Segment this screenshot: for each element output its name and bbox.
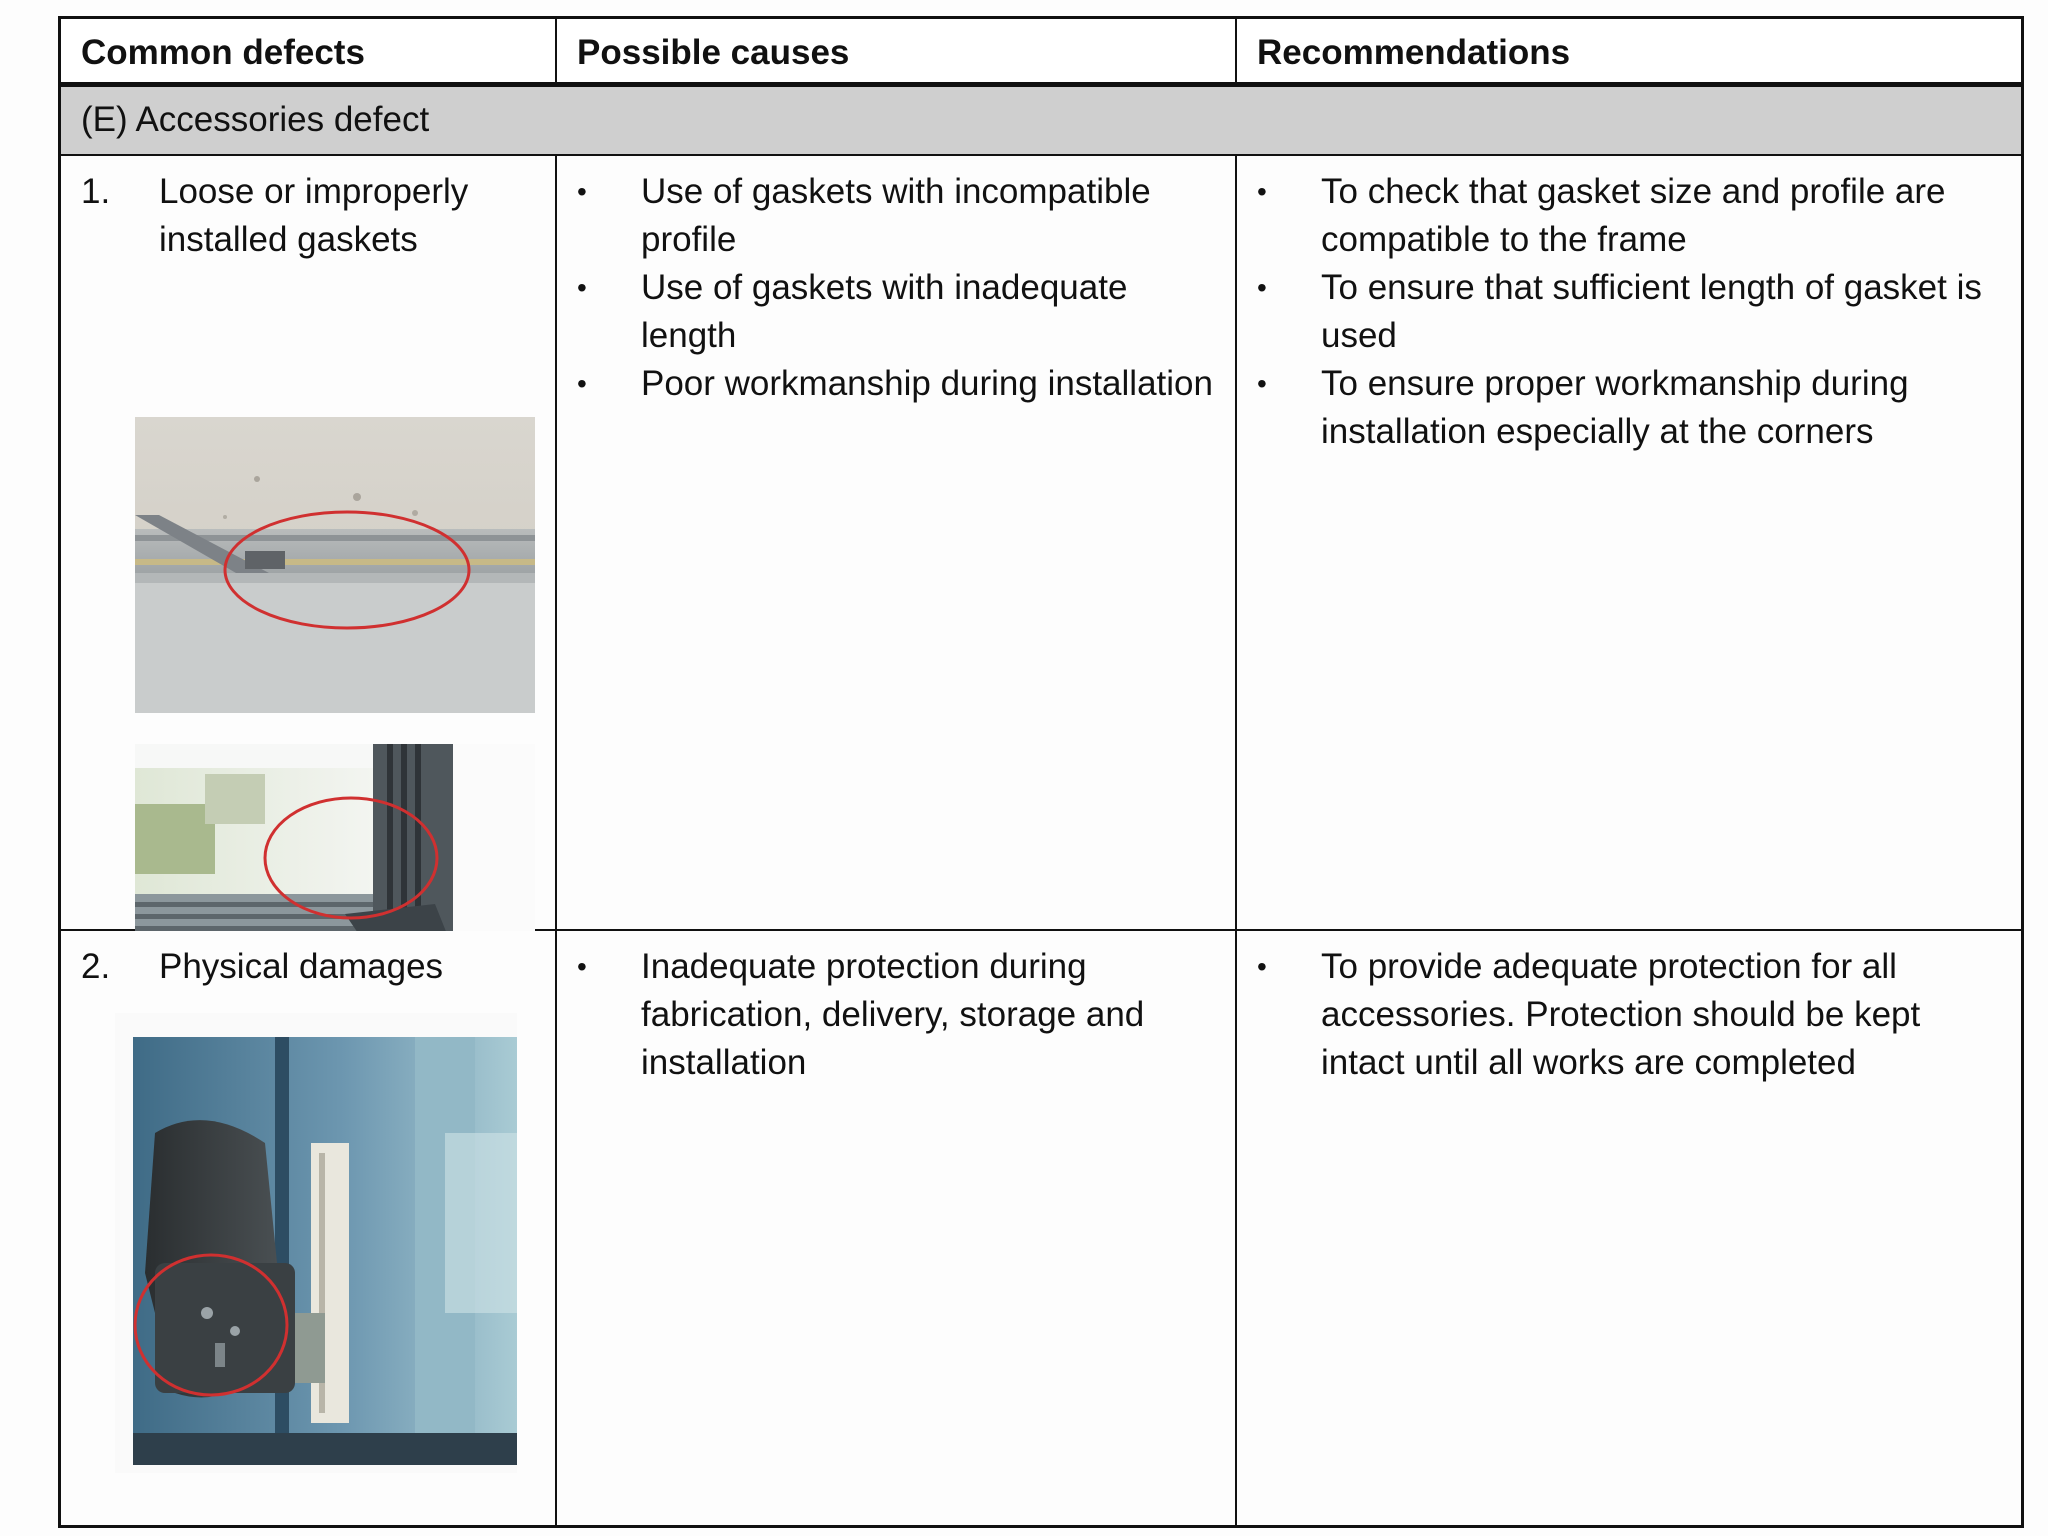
recommendation-item <box>1257 360 2009 456</box>
recommendation-item <box>1257 168 2009 264</box>
cause-item <box>577 168 1223 264</box>
causes-list-1 <box>557 156 1235 408</box>
bullet-icon: • <box>1257 951 1267 982</box>
header-common-defects: Common defects <box>61 19 557 87</box>
defect-cell-2 <box>61 931 557 1525</box>
bullet-icon: • <box>1257 176 1267 207</box>
defect-label-1: Loose or improperly installed gaskets <box>159 172 469 259</box>
bullet-icon: • <box>577 176 587 207</box>
cause-item <box>577 943 1223 1087</box>
cause-text: Use of gaskets with incompatible profile <box>641 172 1151 259</box>
defect-title-1 <box>81 168 545 264</box>
cause-item <box>577 360 1223 408</box>
defect-number-2: 2. <box>81 947 111 986</box>
bullet-icon: • <box>577 368 587 399</box>
recommendation-item <box>1257 943 2009 1087</box>
causes-list-2 <box>557 931 1235 1087</box>
recommendation-item <box>1257 264 2009 360</box>
recommendations-cell-1 <box>1237 156 2021 931</box>
recommendation-text: To provide adequate protection for all accessories. Protection should be kept intact until all works are completed <box>1321 947 1921 1082</box>
bullet-icon: • <box>1257 272 1267 303</box>
gasket-frame-corner-photo <box>135 417 535 713</box>
defect-number-1: 1. <box>81 172 111 211</box>
defect-title-2 <box>81 943 545 991</box>
recommendation-text: To ensure proper workmanship during installation especially at the corners <box>1321 364 1909 451</box>
causes-cell-2 <box>557 931 1237 1525</box>
recommendations-cell-2 <box>1237 931 2021 1525</box>
bullet-icon: • <box>577 272 587 303</box>
defect-cell-1 <box>61 156 557 931</box>
cause-item <box>577 264 1223 360</box>
cause-text: Poor workmanship during installation <box>641 364 1213 403</box>
recommendation-text: To ensure that sufficient length of gasket is used <box>1321 268 1982 355</box>
cause-text: Use of gaskets with inadequate length <box>641 268 1128 355</box>
bullet-icon: • <box>1257 368 1267 399</box>
damaged-handle-photo <box>115 1013 517 1473</box>
cause-text: Inadequate protection during fabrication, delivery, storage and installation <box>641 947 1145 1082</box>
header-possible-causes: Possible causes <box>557 19 1237 87</box>
recommendations-list-2 <box>1237 931 2021 1087</box>
defects-table <box>58 16 2024 1528</box>
defect-label-2: Physical damages <box>159 947 444 986</box>
causes-cell-1 <box>557 156 1237 931</box>
bullet-icon: • <box>577 951 587 982</box>
header-recommendations: Recommendations <box>1237 19 2021 87</box>
recommendation-text: To check that gasket size and profile are compatible to the frame <box>1321 172 1946 259</box>
section-title: (E) Accessories defect <box>61 87 2021 156</box>
recommendations-list-1 <box>1237 156 2021 456</box>
